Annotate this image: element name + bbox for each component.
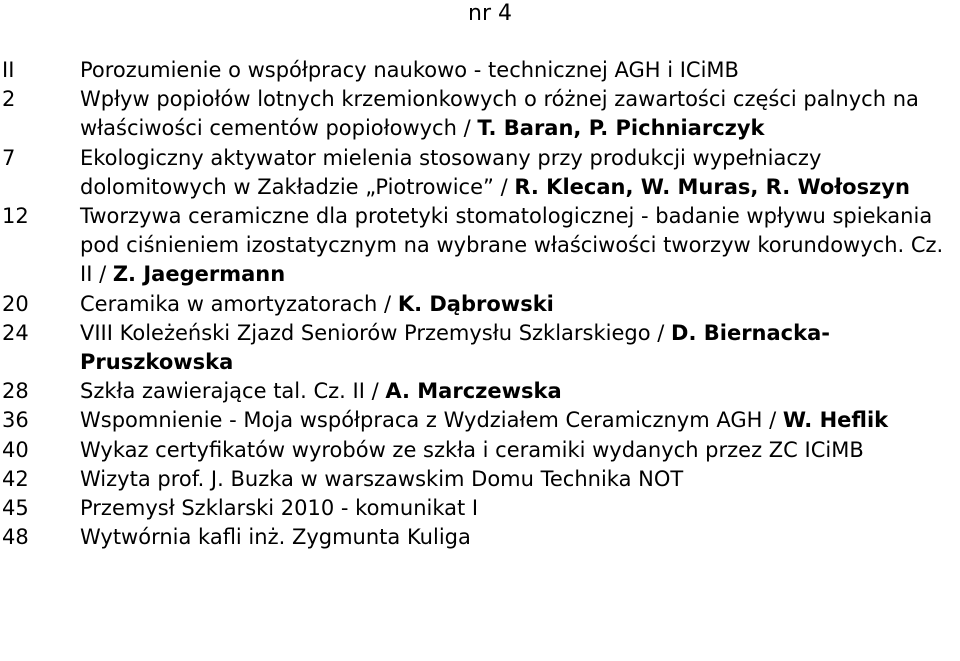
article-author: W. Heflik (782, 408, 889, 433)
toc-entry-2 (0, 85, 958, 143)
toc-entry-7 (0, 377, 958, 406)
article-title: Tworzywa ceramiczne dla protetyki stomatologicznej - badanie wpływu spiekania pod ciśnieniem izostatycznym na wybrane właściwości tworzyw korundowych. Cz. II (80, 204, 944, 287)
article-title: Ceramika w amortyzatorach (80, 291, 378, 316)
toc-entry-11 (0, 494, 958, 523)
toc-entry-12 (0, 523, 958, 552)
page-number: 2 (2, 87, 16, 112)
entry-body (80, 436, 958, 465)
page-number: 48 (2, 525, 29, 550)
article-author: Z. Jaegermann (112, 262, 286, 287)
entry-body (80, 290, 958, 319)
author-separator: / (650, 320, 672, 345)
article-title: Wizyta prof. J. Buzka w warszawskim Domu Technika NOT (80, 466, 684, 491)
entry-body (80, 406, 958, 435)
article-title: Wykaz certyfikatów wyrobów ze szkła i ceramiki wydanych przez ZC ICiMB (80, 437, 864, 462)
entry-body (80, 494, 958, 523)
article-title: Wspomnienie - Moja współpraca z Wydziałem Ceramicznym AGH (80, 408, 763, 433)
page-number: 7 (2, 145, 16, 170)
author-separator: / (762, 408, 783, 433)
entry-body (80, 144, 958, 202)
page-number: 20 (2, 291, 29, 316)
entry-body (80, 523, 958, 552)
toc-entry-3 (0, 144, 958, 202)
entry-body (80, 319, 958, 377)
entry-body (80, 85, 958, 143)
page-number: 42 (2, 466, 29, 491)
page-number: 40 (2, 437, 29, 462)
entry-body (80, 202, 958, 290)
article-title: Wpływ popiołów lotnych krzemionkowych o różnej zawartości części palnych na właściwości cementów popiołowych (80, 87, 919, 141)
issue-number: nr 4 (468, 1, 512, 26)
toc-entry-8 (0, 406, 958, 435)
article-author: A. Marczewska (385, 379, 562, 404)
toc-entry-6 (0, 319, 958, 377)
page-number: 24 (2, 320, 29, 345)
article-title: VIII Koleżeński Zjazd Seniorów Przemysłu Szklarskiego (80, 320, 651, 345)
entry-body (80, 377, 958, 406)
article-title: Przemysł Szklarski 2010 - komunikat I (80, 496, 479, 521)
toc-entry-5 (0, 290, 958, 319)
article-author: R. Klecan, W. Muras, R. Wołoszyn (514, 174, 910, 199)
toc-entry-10 (0, 465, 958, 494)
entry-body (80, 56, 958, 85)
toc-entry-1 (0, 56, 958, 85)
entry-body (80, 465, 958, 494)
page-number: 36 (2, 408, 29, 433)
article-author: K. Dąbrowski (397, 291, 554, 316)
author-separator: / (364, 379, 386, 404)
author-separator: / (377, 291, 398, 316)
author-separator: / (92, 262, 113, 287)
page-number: 45 (2, 496, 29, 521)
toc-entry-9 (0, 436, 958, 465)
article-title: Wytwórnia kafli inż. Zygmunta Kuliga (80, 525, 471, 550)
author-separator: / (493, 174, 515, 199)
toc-entry-4 (0, 202, 958, 290)
page-number: II (2, 58, 15, 82)
article-author: D. Biernacka-Pruszkowska (80, 320, 830, 375)
table-of-contents (0, 56, 958, 552)
author-separator: / (456, 116, 478, 141)
article-title: Ekologiczny aktywator mielenia stosowany przy produkcji wypełniaczy dolomitowych w Zakładzie „Piotrowice” (80, 145, 822, 199)
article-author: T. Baran, P. Pichniarczyk (477, 116, 765, 141)
page-number: 12 (2, 204, 29, 229)
article-title: Porozumienie o współpracy naukowo - technicznej AGH i ICiMB (80, 58, 739, 82)
page-number: 28 (2, 379, 29, 404)
article-title: Szkła zawierające tal. Cz. II (80, 379, 365, 404)
